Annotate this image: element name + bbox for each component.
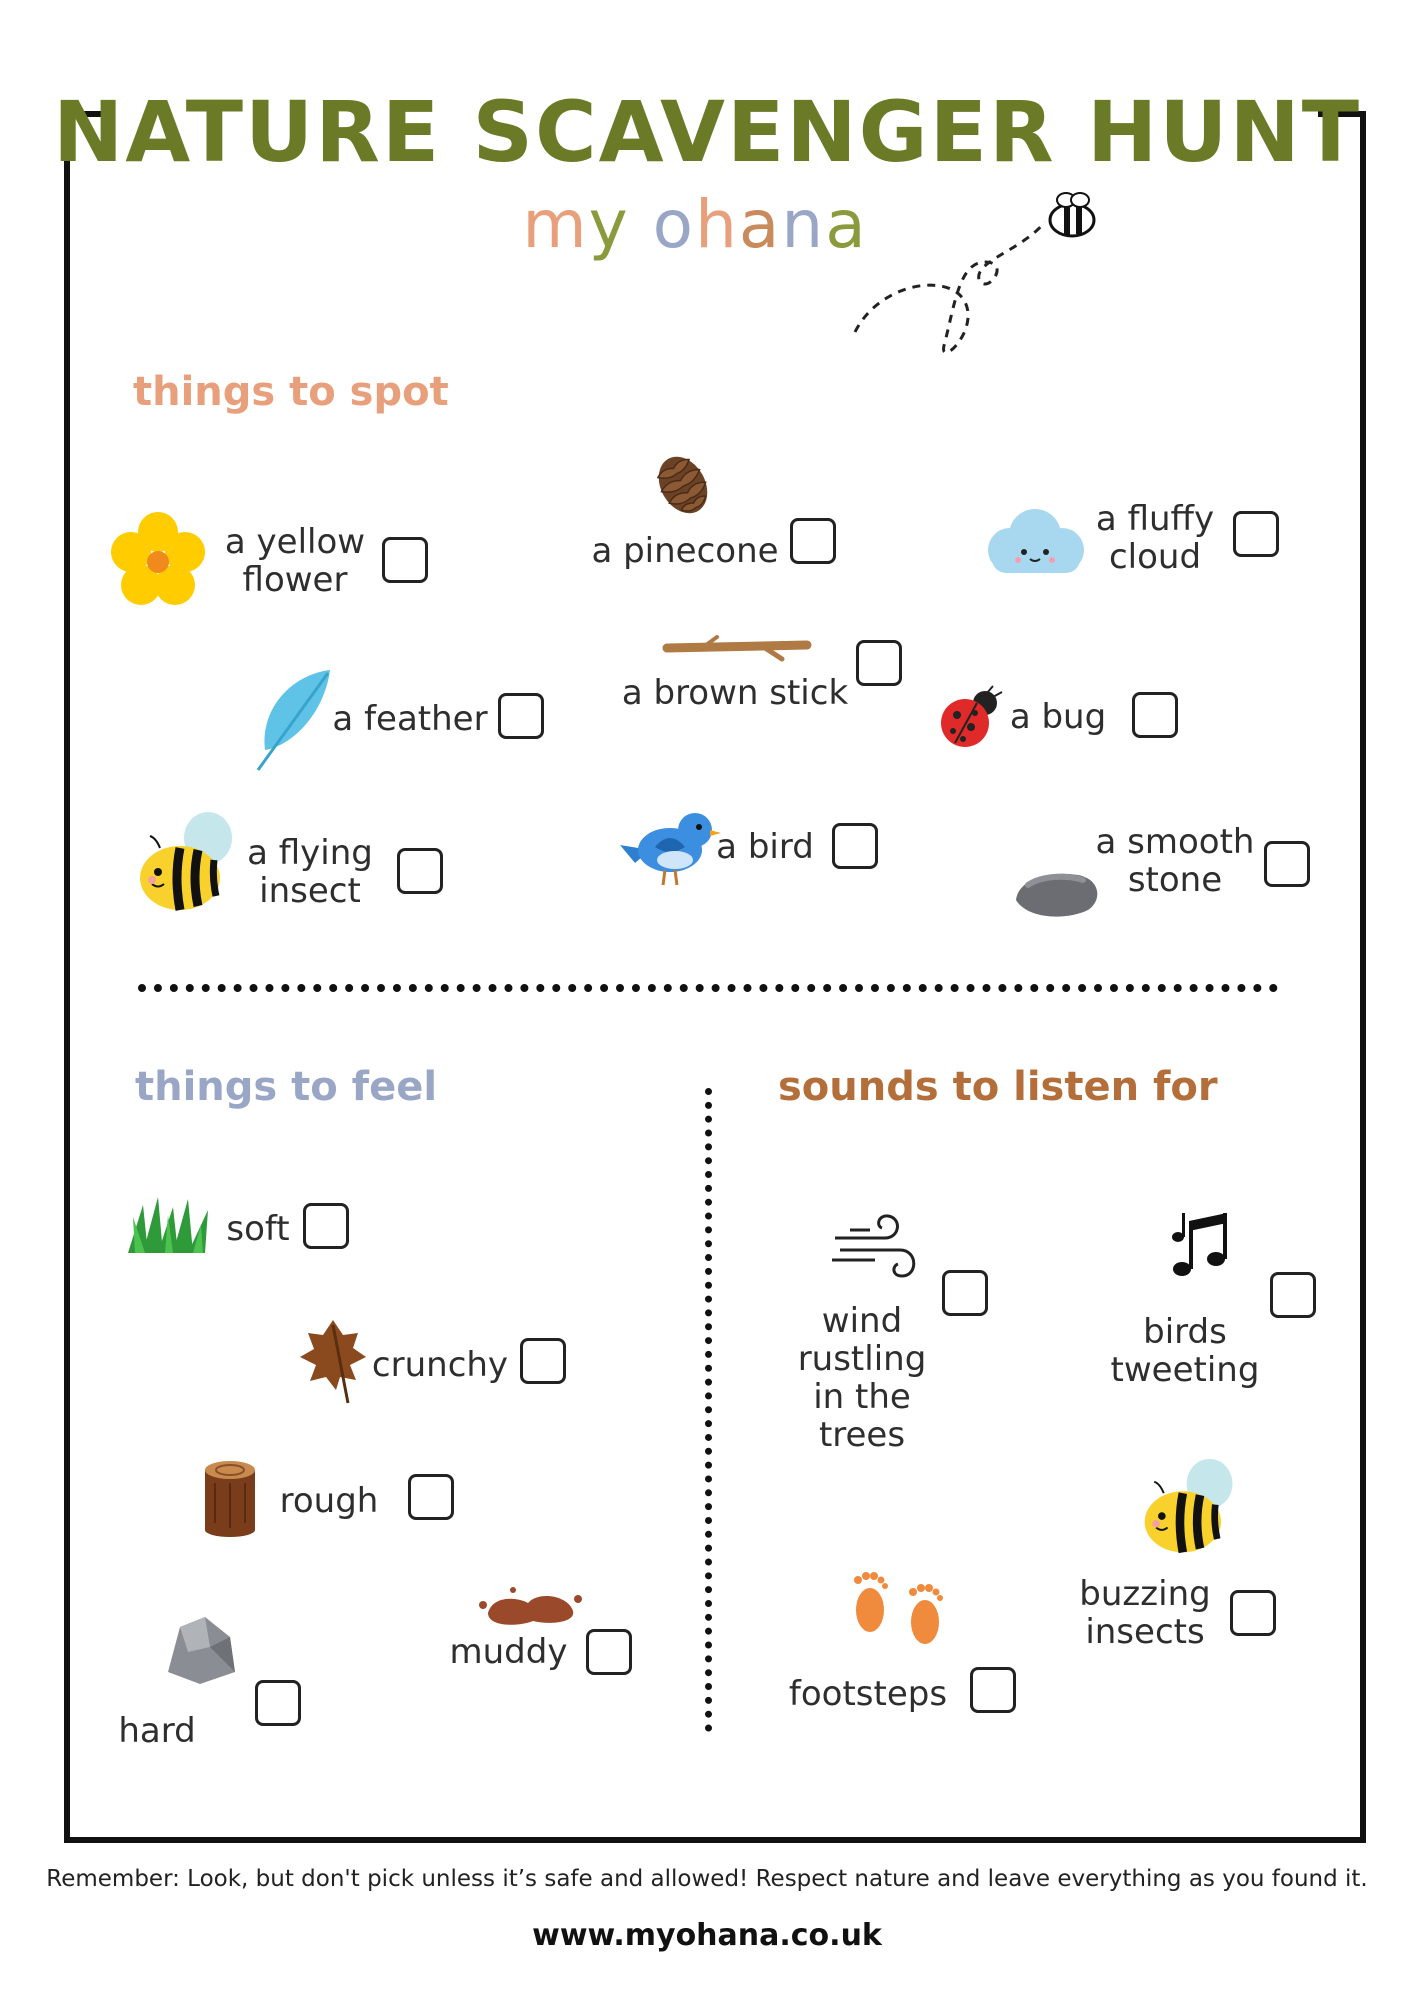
label-line: cloud [1108,537,1202,577]
label-line: rustling [797,1339,927,1379]
vertical-divider [705,1088,712,1732]
item-label-fluffy-cloud [1080,500,1230,576]
brand-letter: n [781,186,826,263]
label-line: trees [818,1415,906,1455]
stick-icon [662,633,812,663]
checkbox-smooth-stone[interactable] [1264,841,1310,887]
item-label-bird: a bird [716,827,814,867]
cloud-icon [980,505,1090,580]
section-heading-feel: things to feel [135,1064,438,1110]
item-label-bug: a bug [1009,697,1107,737]
ladybug-icon [935,685,1005,750]
label-line: tweeting [1110,1350,1260,1390]
brand-letter: a [738,186,782,263]
label-line: insects [1085,1612,1205,1652]
music-notes-icon [1168,1205,1238,1280]
item-label-footsteps: footsteps [788,1674,948,1714]
item-label-rough: rough [279,1481,379,1521]
checkbox-wind-rustling[interactable] [942,1270,988,1316]
item-label-buzzing-insects [1065,1575,1225,1651]
label-line: a yellow [224,522,366,562]
section-heading-sounds: sounds to listen for [778,1064,1218,1110]
checkbox-rough[interactable] [408,1474,454,1520]
checkbox-bird[interactable] [832,823,878,869]
bee-icon [130,808,245,918]
footer-reminder: Remember: Look, but don't pick unless it’s safe and allowed! Respect nature and leave everything as you found it. [46,1866,1368,1892]
mud-icon [478,1585,583,1630]
label-line: a smooth [1095,822,1255,862]
brand-letter: o [652,186,696,263]
item-label-muddy: muddy [449,1632,568,1672]
brand-letter: y [588,186,630,263]
checkbox-flying-insect[interactable] [397,848,443,894]
brand-letter [630,186,653,263]
label-line: a flying [247,833,373,873]
page-title: NATURE SCAVENGER HUNT [52,83,1362,181]
footprints-icon [845,1560,955,1660]
item-label-smooth-stone [1090,823,1260,899]
footer-website-link[interactable]: www.myohana.co.uk [532,1918,882,1953]
item-label-feather: a feather [332,699,488,739]
brand-letter: a [825,186,868,263]
label-line: buzzing [1079,1574,1211,1614]
stump-icon [200,1458,260,1538]
checkbox-yellow-flower[interactable] [382,537,428,583]
item-label-crunchy: crunchy [371,1345,509,1385]
checkbox-birds-tweeting[interactable] [1270,1272,1316,1318]
brand-letter: m [522,186,589,263]
pinecone-icon [645,452,721,518]
label-line: wind [821,1301,903,1341]
checkbox-soft[interactable] [303,1203,349,1249]
bee-icon [1135,1455,1245,1560]
leaf-icon [298,1315,368,1405]
item-label-wind-rustling [782,1302,942,1454]
stone-icon [1008,865,1103,920]
item-label-soft: soft [226,1209,290,1249]
label-line: insect [259,871,361,911]
grass-icon [123,1195,213,1255]
horizontal-divider [138,984,1278,992]
bird-icon [615,805,725,890]
checkbox-buzzing-insects[interactable] [1230,1590,1276,1636]
label-line: a fluffy [1095,499,1215,539]
section-heading-spot: things to spot [133,369,449,415]
item-label-birds-tweeting [1100,1313,1270,1389]
item-label-brown-stick: a brown stick [621,673,849,713]
checkbox-crunchy[interactable] [520,1338,566,1384]
brand-letter: h [695,186,739,263]
label-line: stone [1127,860,1223,900]
bee-flight-path-icon [840,192,1140,382]
checkbox-hard[interactable] [255,1680,301,1726]
checkbox-bug[interactable] [1132,692,1178,738]
rock-icon [160,1612,240,1687]
label-line: birds [1143,1312,1227,1352]
flower-icon [108,510,208,610]
checkbox-feather[interactable] [498,693,544,739]
checkbox-fluffy-cloud[interactable] [1233,511,1279,557]
brand-logo [0,186,1390,263]
item-label-pinecone: a pinecone [591,531,779,571]
item-label-flying-insect [240,834,380,910]
checkbox-footsteps[interactable] [970,1667,1016,1713]
item-label-yellow-flower [215,523,375,599]
item-label-hard: hard [118,1711,196,1751]
label-line: in the [813,1377,911,1417]
checkbox-pinecone[interactable] [790,518,836,564]
checkbox-muddy[interactable] [586,1629,632,1675]
label-line: flower [242,560,348,600]
wind-icon [830,1208,920,1283]
checkbox-brown-stick[interactable] [856,640,902,686]
feather-icon [250,665,335,775]
